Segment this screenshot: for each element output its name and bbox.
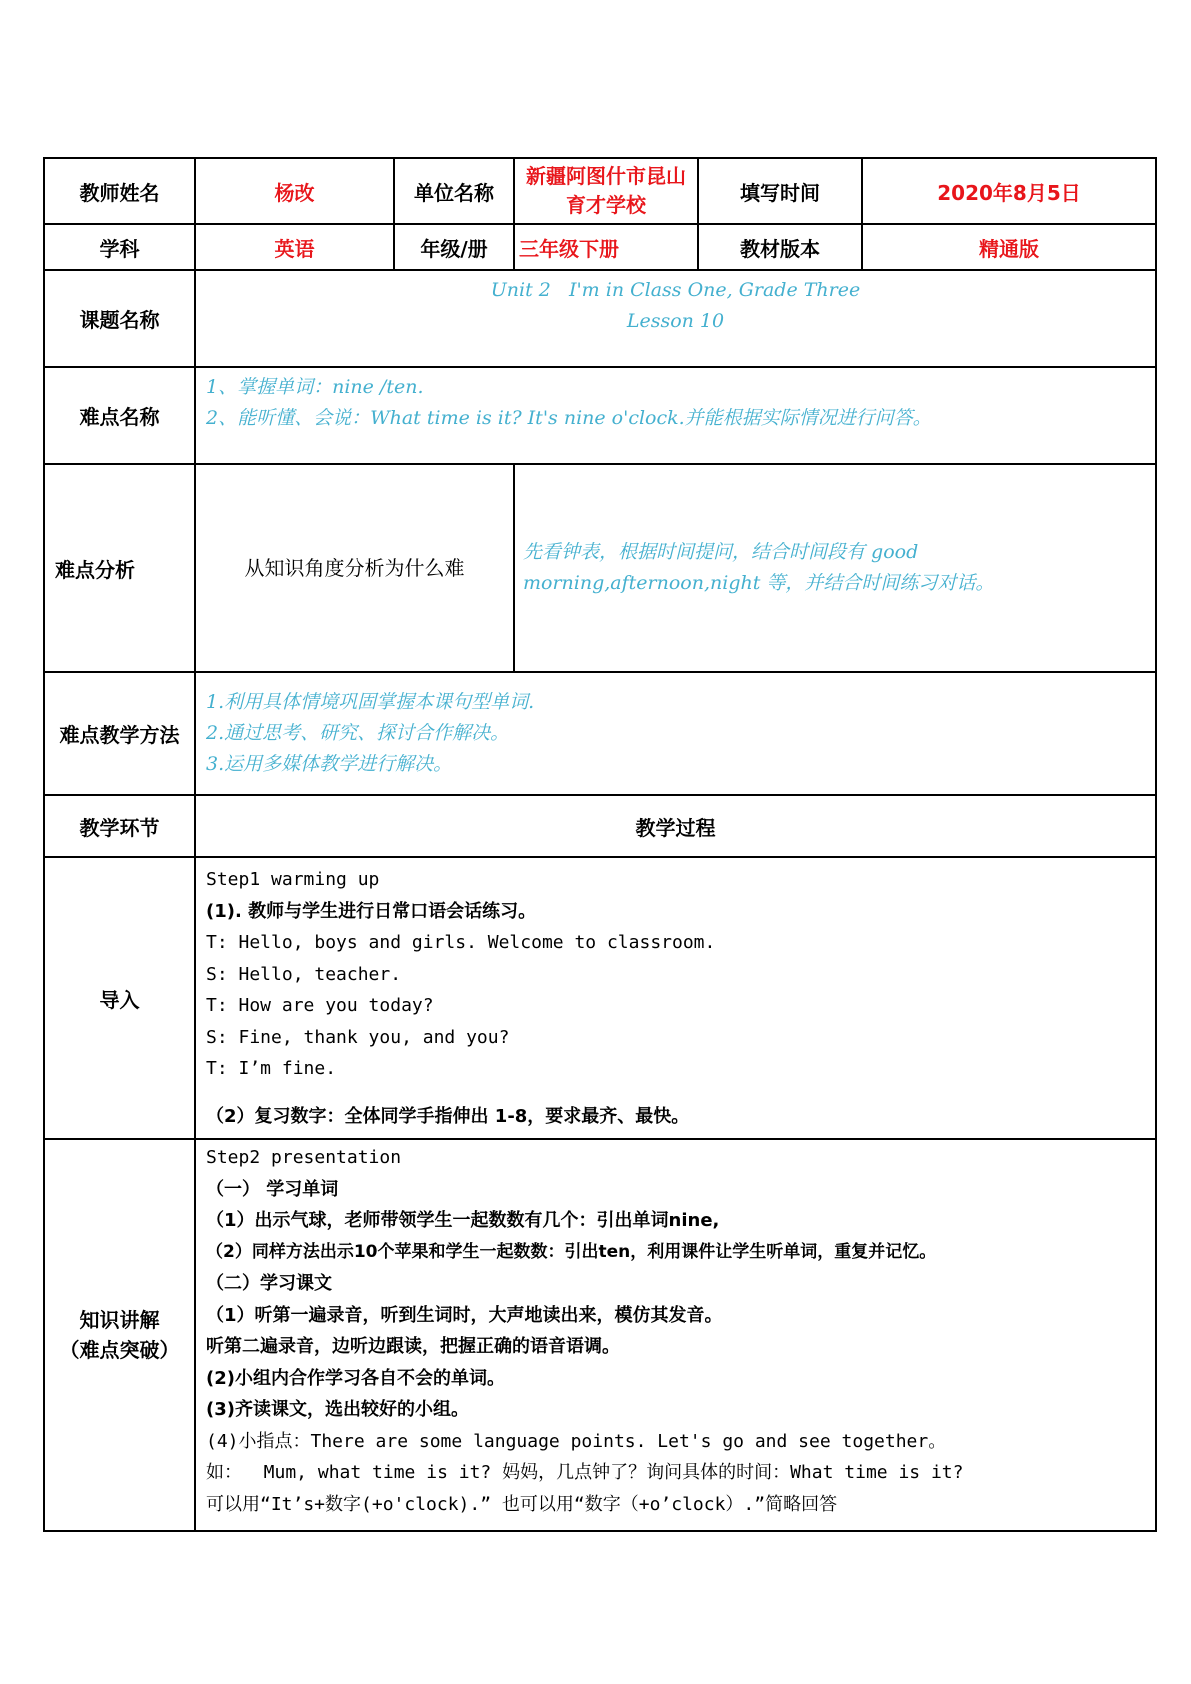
knowledge-line-12: 可以用“It’s+数字(+o'clock).” 也可以用“数字（+o’clock）.”简略回答 — [206, 1493, 838, 1515]
edition-value: 精通版 — [862, 224, 1156, 270]
date-value: 2020年8月5日 — [862, 158, 1156, 224]
knowledge-line-6: （1）听第一遍录音，听到生词时，大声地读出来，模仿其发音。 — [206, 1304, 723, 1326]
intro-row — [44, 857, 1156, 1139]
header-row-1 — [44, 158, 1156, 224]
knowledge-line-5: （二）学习课文 — [206, 1273, 332, 1294]
method-line-3: 3.运用多媒体教学进行解决。 — [206, 753, 453, 775]
difficulty-row — [44, 367, 1156, 464]
grade-value: 三年级下册 — [514, 224, 698, 270]
difficulty-line-2: 2、能听懂、会说：What time is it? It's nine o'clock.并能根据实际情况进行问答。 — [206, 407, 932, 429]
difficulty-line-1: 1、掌握单词：nine /ten. — [206, 376, 424, 398]
intro-line-4: S: Hello, teacher. — [206, 963, 402, 985]
method-value — [195, 672, 1156, 795]
intro-line-6: S: Fine, thank you, and you? — [206, 1026, 510, 1048]
difficulty-value — [195, 367, 1156, 464]
knowledge-line-7: 听第二遍录音，边听边跟读，把握正确的语音语调。 — [206, 1336, 620, 1357]
intro-line-7: T: I’m fine. — [206, 1058, 337, 1079]
method-line-1: 1.利用具体情境巩固掌握本课句型单词. — [206, 691, 535, 713]
unit-label: 单位名称 — [394, 158, 514, 224]
knowledge-line-2: （一） 学习单词 — [206, 1178, 339, 1200]
knowledge-content — [195, 1139, 1156, 1531]
lesson-plan-sheet — [43, 157, 1155, 1532]
knowledge-line-1: Step2 presentation — [206, 1147, 402, 1168]
knowledge-line-8: (2)小组内合作学习各自不会的单词。 — [206, 1367, 505, 1389]
subject-value: 英语 — [195, 224, 394, 270]
intro-label: 导入 — [44, 857, 195, 1139]
intro-line-1: Step1 warming up — [206, 869, 380, 890]
teacher-value: 杨改 — [195, 158, 394, 224]
knowledge-label-line-1: 知识讲解 — [79, 1308, 160, 1332]
intro-line-8: （2）复习数字：全体同学手指伸出 1-8，要求最齐、最快。 — [206, 1105, 690, 1127]
lesson-plan-table — [43, 157, 1157, 1532]
method-label: 难点教学方法 — [44, 672, 195, 795]
edition-label: 教材版本 — [698, 224, 862, 270]
intro-line-3: T: Hello, boys and girls. Welcome to classroom. — [206, 932, 716, 953]
analysis-row — [44, 464, 1156, 672]
analysis-label: 难点分析 — [44, 464, 195, 672]
knowledge-line-10: (4)小指点：There are some language points. Let's go and see together。 — [206, 1430, 947, 1452]
intro-content — [195, 857, 1156, 1139]
subject-label: 学科 — [44, 224, 195, 270]
intro-line-5: T: How are you today? — [206, 995, 434, 1016]
process-header-row — [44, 795, 1156, 857]
method-line-2: 2.通过思考、研究、探讨合作解决。 — [206, 722, 510, 744]
knowledge-label — [44, 1139, 195, 1531]
knowledge-row — [44, 1139, 1156, 1531]
date-label: 填写时间 — [698, 158, 862, 224]
knowledge-line-11: 如： Mum, what time is it? 妈妈，几点钟了？询问具体的时间：What time is it? — [206, 1462, 964, 1483]
difficulty-label: 难点名称 — [44, 367, 195, 464]
topic-label: 课题名称 — [44, 270, 195, 367]
knowledge-line-9: (3)齐读课文，选出较好的小组。 — [206, 1399, 469, 1420]
topic-line-2: Lesson 10 — [626, 310, 725, 332]
header-row-2 — [44, 224, 1156, 270]
knowledge-line-3: （1）出示气球，老师带领学生一起数数有几个：引出单词nine, — [206, 1210, 720, 1231]
analysis-question: 从知识角度分析为什么难 — [195, 464, 514, 672]
unit-value: 新疆阿图什市昆山育才学校 — [514, 158, 698, 224]
topic-line-1: Unit 2 I'm in Class One, Grade Three — [490, 279, 861, 301]
topic-row — [44, 270, 1156, 367]
teacher-label: 教师姓名 — [44, 158, 195, 224]
analysis-answer: 先看钟表，根据时间提问，结合时间段有 good morning,afternoon,night 等，并结合时间练习对话。 — [514, 464, 1156, 672]
knowledge-label-line-2: （难点突破） — [59, 1338, 180, 1362]
topic-value — [195, 270, 1156, 367]
stage-label: 教学环节 — [44, 795, 195, 857]
intro-line-2: (1). 教师与学生进行日常口语会话练习。 — [206, 900, 537, 922]
process-label: 教学过程 — [195, 795, 1156, 857]
knowledge-line-4: （2）同样方法出示10个苹果和学生一起数数：引出ten，利用课件让学生听单词，重复并记忆。 — [206, 1241, 937, 1262]
method-row — [44, 672, 1156, 795]
grade-label: 年级/册 — [394, 224, 514, 270]
